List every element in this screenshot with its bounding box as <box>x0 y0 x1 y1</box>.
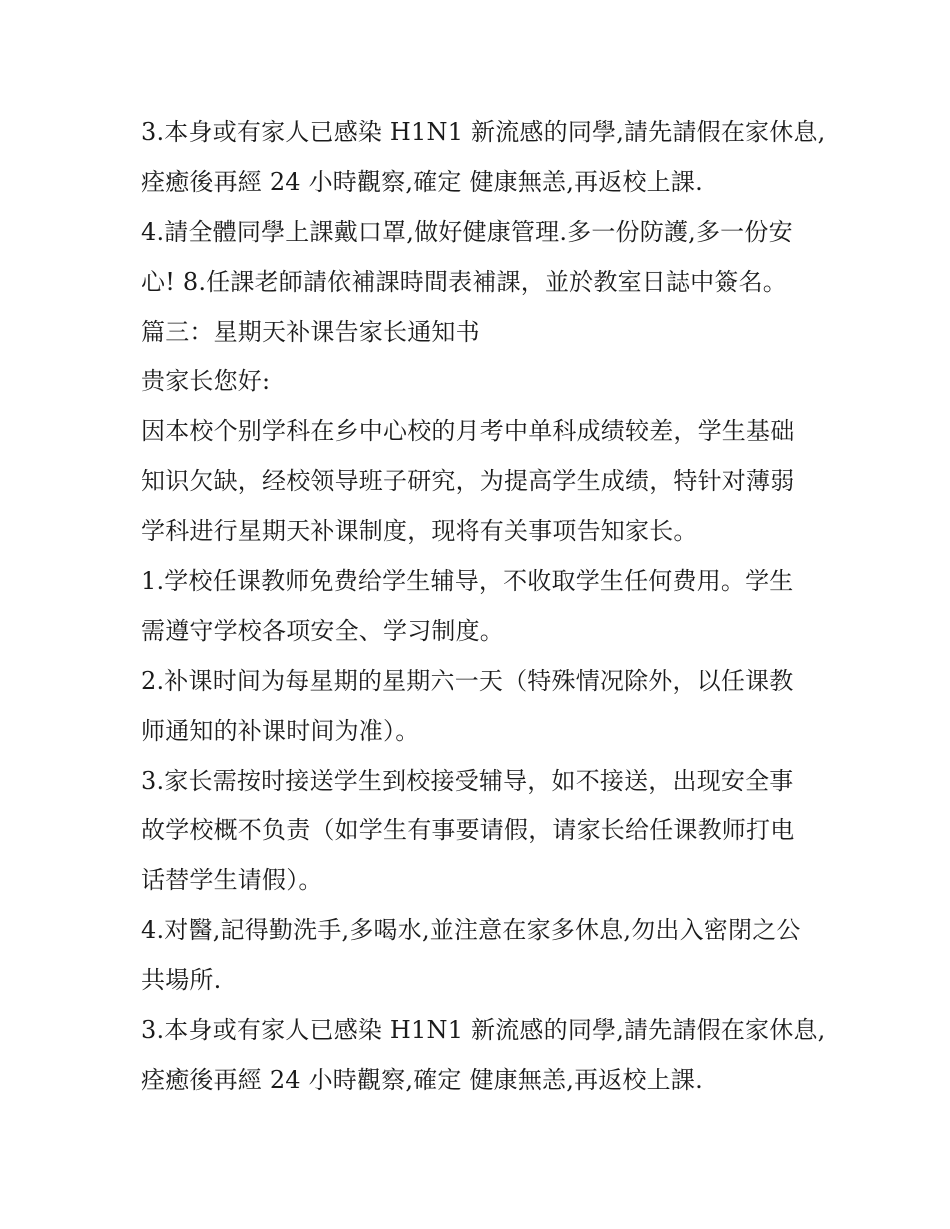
text-line: 故学校概不负责（如学生有事要请假，请家长给任课教师打电 <box>141 816 795 845</box>
document-body <box>141 108 826 1106</box>
text-line: 话替学生请假）。 <box>141 866 323 895</box>
text-line: 需遵守学校各项安全、学习制度。 <box>141 616 504 645</box>
text-line: 因本校个别学科在乡中心校的月考中单科成绩较差，学生基础 <box>141 417 795 446</box>
text-line: 师通知的补课时间为准）。 <box>141 716 420 745</box>
text-line: 痊癒後再經 24 小時觀察,確定 健康無恙,再返校上課. <box>141 167 703 196</box>
text-line: 2.补课时间为每星期的星期六一天（特殊情况除外，以任课教 <box>141 666 794 695</box>
text-line: 3.家长需按时接送学生到校接受辅导，如不接送，出现安全事 <box>141 766 794 795</box>
text-line: 4.請全體同學上課戴口罩,做好健康管理.多一份防護,多一份安 <box>141 217 793 246</box>
text-line: 学科进行星期天补课制度，现将有关事项告知家长。 <box>141 517 698 546</box>
text-line: 痊癒後再經 24 小時觀察,確定 健康無恙,再返校上課. <box>141 1065 703 1094</box>
text-line: 心! 8.任課老師請依補課時間表補課，並於教室日誌中簽名。 <box>141 267 787 296</box>
text-line: 1.学校任课教师免费给学生辅导，不收取学生任何费用。学生 <box>141 567 794 596</box>
text-line: 4.对醫,記得勤洗手,多喝水,並注意在家多休息,勿出入密閉之公 <box>141 916 801 945</box>
section-heading: 篇三：星期天补课告家长通知书 <box>141 317 480 346</box>
text-line: 知识欠缺，经校领导班子研究，为提高学生成绩，特针对薄弱 <box>141 467 795 496</box>
text-line: 3.本身或有家人已感染 H1N1 新流感的同學,請先請假在家休息, <box>141 1016 826 1045</box>
text-line: 共場所. <box>141 966 222 995</box>
salutation: 贵家长您好: <box>141 367 271 396</box>
text-line: 3.本身或有家人已感染 H1N1 新流感的同學,請先請假在家休息, <box>141 118 826 146</box>
